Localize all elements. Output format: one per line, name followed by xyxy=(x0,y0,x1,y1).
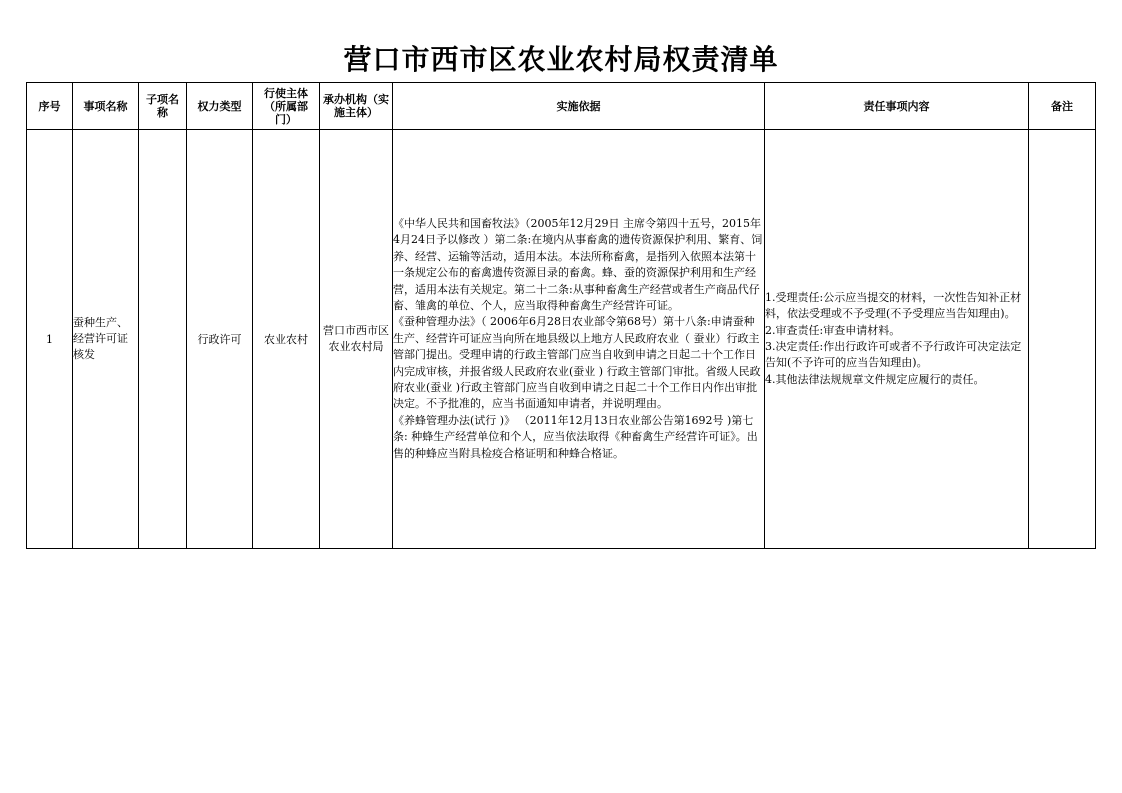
responsibility-item: 1.受理责任:公示应当提交的材料，一次性告知补正材料，依法受理或不予受理(不予受理应当告知理由)。 xyxy=(765,290,1022,321)
header-subject: 行使主体（所属部门） xyxy=(253,83,320,130)
cell-agency: 营口市西市区农业农村局 xyxy=(320,130,393,549)
header-power-type: 权力类型 xyxy=(187,83,253,130)
cell-remarks xyxy=(1029,130,1096,549)
header-sub-item: 子项名称 xyxy=(139,83,187,130)
responsibility-item: 4.其他法律法规规章文件规定应履行的责任。 xyxy=(765,372,985,386)
cell-power-type: 行政许可 xyxy=(187,130,253,549)
basis-paragraph: 《中华人民共和国畜牧法》（2005年12月29日 主席令第四十五号，2015年4月24日予以修改 ）第二条:在境内从事畜禽的遗传资源保护利用、繁育、饲养、经营、运输等活动，适用本法。本法所称畜禽，是指列入依照本法第十一条规定公布的畜禽遗传资源目录的畜禽。蜂、蚕的资源保护利用和生产经营，适用本法有关规定。第二十二条:从事种畜禽生产经营或者生产商品代仔畜、雏禽的单位、个人，应当取得种畜禽生产经营许可证。 xyxy=(393,216,763,312)
cell-basis xyxy=(393,130,765,549)
cell-subject: 农业农村 xyxy=(253,130,320,549)
page-title: 营口市西市区农业农村局权责清单 xyxy=(343,43,779,76)
table-row xyxy=(27,130,1096,549)
header-seq: 序号 xyxy=(27,83,73,130)
header-remarks: 备注 xyxy=(1029,83,1096,130)
header-basis: 实施依据 xyxy=(393,83,765,130)
table-header-row xyxy=(27,83,1096,130)
power-responsibility-table xyxy=(26,82,1096,549)
cell-sub-item xyxy=(139,130,187,549)
basis-paragraph: 《养蜂管理办法(试行 )》 （2011年12月13日农业部公告第1692号 )第七条: 种蜂生产经营单位和个人，应当依法取得《种畜禽生产经营许可证》。出售的种蜂应当附具检疫合格证明和种蜂合格证。 xyxy=(393,413,758,460)
cell-seq: 1 xyxy=(27,130,73,549)
cell-item-name: 蚕种生产、经营许可证核发 xyxy=(73,130,139,549)
responsibility-item: 3.决定责任:作出行政许可或者不予行政许可决定法定告知(不予许可的应当告知理由)。 xyxy=(765,340,1022,370)
header-responsibility: 责任事项内容 xyxy=(765,83,1029,130)
basis-paragraph: 《蚕种管理办法》（ 2006年6月28日农业部令第68号）第十八条:申请蚕种生产、经营许可证应当向所在地县级以上地方人民政府农业（ 蚕业）行政主管部门提出。受理申请的行政主管部门应当自收到申请之日起二十个工作日内完成审核，并报省级人民政府农业(蚕业 ) 行政主管部门审批。省级人民政府农业(蚕业 )行政主管部门应当自收到申请之日起二十个工作日内作出审批决定。不予批准的，应当书面通知申请者，并说明理由。 xyxy=(393,315,761,411)
responsibility-item: 2.审查责任:审查申请材料。 xyxy=(765,323,901,337)
header-agency: 承办机构（实施主体） xyxy=(320,83,393,130)
cell-responsibility xyxy=(765,130,1029,549)
header-item-name: 事项名称 xyxy=(73,83,139,130)
